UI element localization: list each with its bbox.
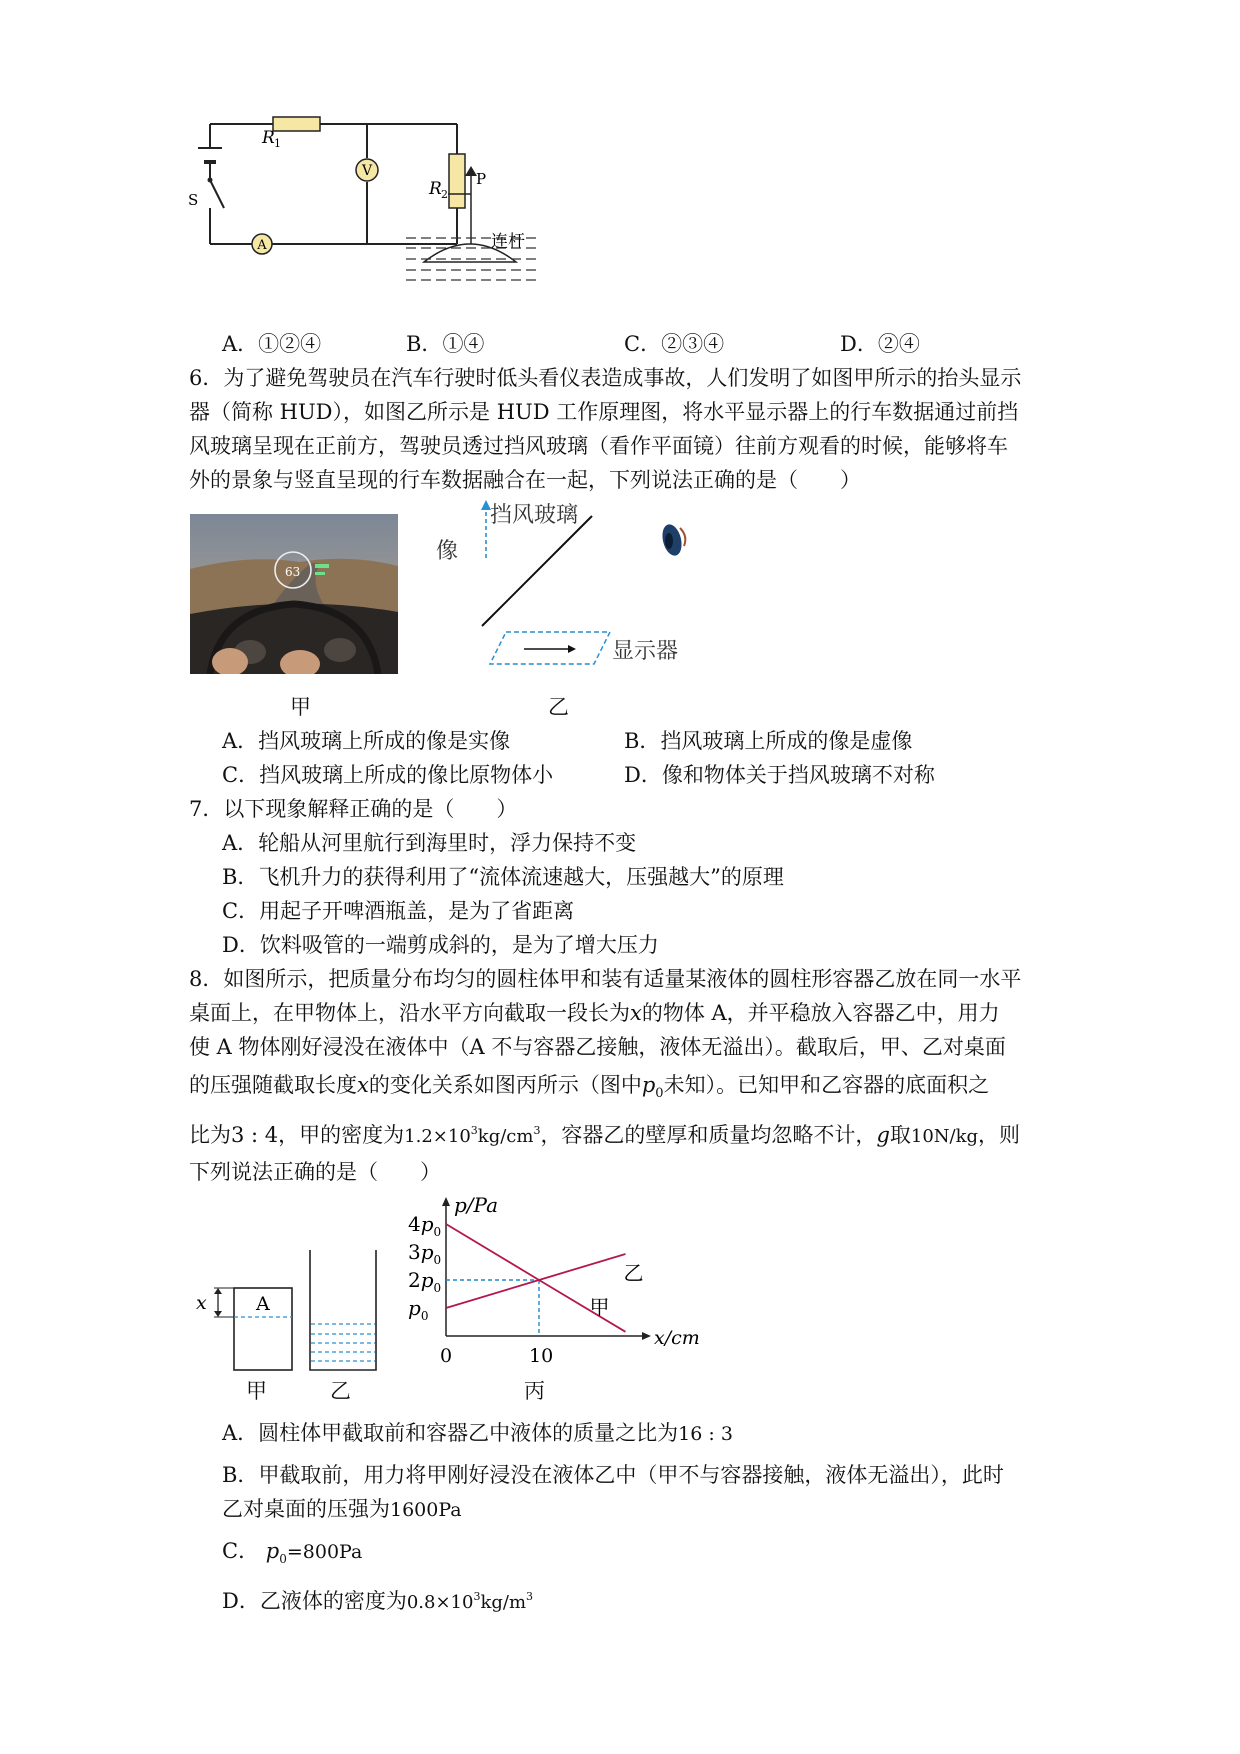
resistor-r1	[273, 117, 320, 131]
q5-circuit-figure	[180, 108, 600, 328]
y-tick-2p0: $2p_0$	[408, 1268, 442, 1295]
q8-option-b-line-2[interactable]: 乙对桌面的压强为1600Pa	[222, 1497, 462, 1521]
q8-option-a[interactable]: A．圆柱体甲截取前和容器乙中液体的质量之比为16 : 3	[222, 1421, 733, 1445]
r1-label: R	[262, 128, 275, 148]
q6-stem-line-2: 器（简称 HUD），如图乙所示是 HUD 工作原理图，将水平显示器上的行车数据通过前挡	[189, 400, 1019, 424]
q8-stem-line-3: 使 A 物体刚好浸没在液体中（A 不与容器乙接触，液体无溢出）。截取后，甲、乙对桌面	[189, 1035, 1006, 1059]
fig-jia-label: 甲	[290, 695, 311, 719]
q5-option-a[interactable]: A．①②④	[222, 332, 322, 356]
hud-speed-text: 63	[285, 565, 301, 579]
hud-photo	[190, 514, 398, 674]
liquid-lines	[311, 1324, 375, 1361]
y-tick-1p0: $p_0$	[408, 1296, 429, 1323]
series-label-yi: 乙	[623, 1260, 644, 1285]
rod-label: 连杆	[491, 232, 525, 252]
q7-stem: 7．以下现象解释正确的是（ ）	[189, 797, 518, 821]
q7-option-b[interactable]: B．飞机升力的获得利用了“流体流速越大，压强越大”的原理	[222, 865, 784, 889]
q6-option-b[interactable]: B．挡风玻璃上所成的像是虚像	[624, 729, 913, 753]
q8-stem-line-6: 下列说法正确的是（ ）	[189, 1160, 441, 1184]
resistor-r2	[449, 154, 465, 208]
q8-stem-line-4: 的压强随截取长度x的变化关系如图丙所示（图中$p_0$未知）。已知甲和乙容器的底面积之	[189, 1073, 990, 1102]
q8-pressure-chart	[400, 1186, 730, 1372]
circuit-wires	[210, 124, 457, 244]
q8-container-figure	[190, 1240, 390, 1400]
fig-bing-label: 丙	[524, 1379, 545, 1403]
slider-p-label: P	[476, 170, 487, 188]
fig-jia-label-q8: 甲	[246, 1379, 267, 1403]
voltmeter-label: V	[361, 163, 373, 179]
q8-option-b-line-1[interactable]: B．甲截取前，用力将甲刚好浸没在液体乙中（甲不与容器接触，液体无溢出），此时	[222, 1463, 1004, 1487]
q5-option-d[interactable]: D．②④	[840, 332, 920, 356]
display-arrowhead	[568, 645, 576, 653]
x-axis-label: x/cm	[654, 1327, 700, 1349]
display-label: 显示器	[612, 639, 679, 664]
battery-symbol	[198, 148, 222, 162]
r2-label: R	[429, 179, 442, 199]
r1-label-sub: 1	[274, 137, 281, 150]
image-label: 像	[436, 539, 459, 564]
x-tick-10: 10	[529, 1345, 554, 1367]
y-axis-label: p/Pa	[454, 1193, 499, 1217]
block-a-label: A	[256, 1293, 270, 1315]
q8-option-c[interactable]: C． $p_0=800Pa$	[222, 1539, 363, 1567]
hud-principle-diagram	[420, 494, 740, 670]
q8-stem-line-2: 桌面上，在甲物体上，沿水平方向截取一段长为x的物体 A，并平稳放入容器乙中，用力	[189, 1001, 1000, 1025]
switch-label: S	[188, 191, 199, 209]
q8-stem-line-5: 比为3 : 4，甲的密度为$1.2\times 10^3kg/cm^3$，容器乙的壁厚和质量均忽略不计，g取10N/kg，则	[189, 1123, 1021, 1147]
y-tick-4p0: $4p_0$	[408, 1212, 442, 1239]
q7-option-d[interactable]: D．饮料吸管的一端剪成斜的，是为了增大压力	[222, 933, 659, 957]
r2-label-sub: 2	[441, 188, 448, 201]
q6-stem-line-1: 6．为了避免驾驶员在汽车行驶时低头看仪表造成事故，人们发明了如图甲所示的抬头显示	[189, 366, 1022, 390]
fig-yi-label-q8: 乙	[330, 1379, 351, 1403]
switch-pivot	[208, 178, 213, 183]
y-tick-3p0: $3p_0$	[408, 1240, 442, 1267]
q7-option-a[interactable]: A．轮船从河里航行到海里时，浮力保持不变	[222, 831, 637, 855]
q6-option-c[interactable]: C．挡风玻璃上所成的像比原物体小	[222, 763, 554, 787]
eye-icon	[659, 522, 685, 557]
q5-option-b[interactable]: B．①④	[406, 332, 485, 356]
q5-option-c[interactable]: C．②③④	[624, 332, 725, 356]
q6-stem-line-3: 风玻璃呈现在正前方，驾驶员透过挡风玻璃（看作平面镜）往前方观看的时候，能够将车	[189, 434, 1008, 458]
series-label-jia: 甲	[589, 1294, 610, 1319]
q6-stem-line-4: 外的景象与竖直呈现的行车数据融合在一起，下列说法正确的是（ ）	[189, 468, 861, 492]
x-tick-0: 0	[440, 1345, 453, 1367]
windshield-line	[482, 516, 592, 626]
fig-yi-label: 乙	[548, 695, 569, 719]
q6-option-a[interactable]: A．挡风玻璃上所成的像是实像	[222, 729, 511, 753]
q8-stem-line-1: 8．如图所示，把质量分布均匀的圆柱体甲和装有适量某液体的圆柱形容器乙放在同一水平	[189, 967, 1022, 991]
q6-option-d[interactable]: D．像和物体关于挡风玻璃不对称	[624, 763, 935, 787]
windshield-label: 挡风玻璃	[490, 503, 579, 528]
q8-option-d[interactable]: D．乙液体的密度为$0.8\times 10^3kg/m^3$	[222, 1589, 534, 1613]
x-dim-label: x	[196, 1292, 207, 1314]
display-plane	[490, 632, 610, 664]
q7-option-c[interactable]: C．用起子开啤酒瓶盖，是为了省距离	[222, 899, 575, 923]
x-axis-arrowhead	[642, 1332, 651, 1340]
ammeter-label: A	[257, 238, 267, 253]
y-axis-arrowhead	[442, 1197, 450, 1206]
